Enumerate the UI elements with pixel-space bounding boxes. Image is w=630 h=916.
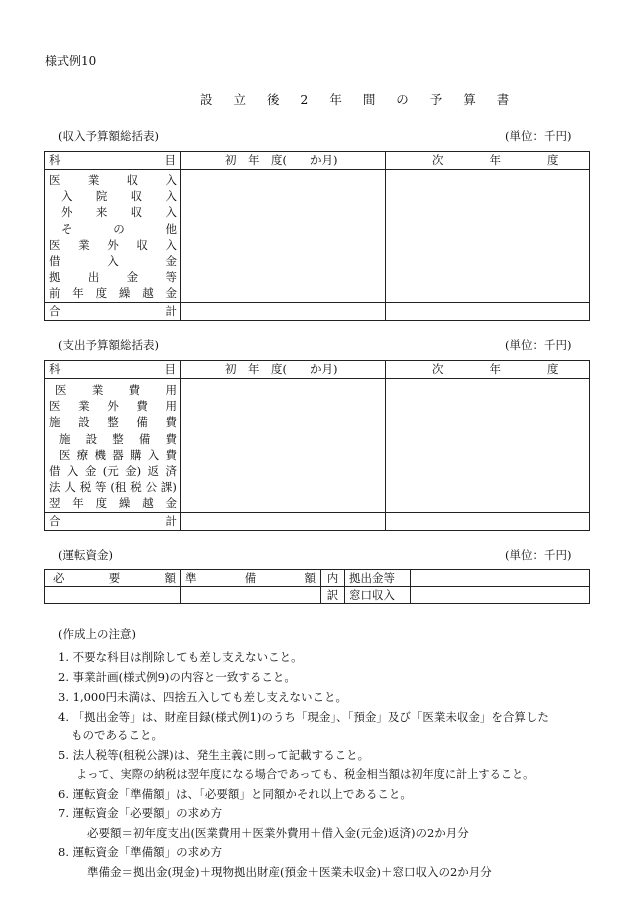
reserve-amount-cell[interactable] [181,587,321,604]
expense-col-item-a: 科 [49,362,61,376]
working-capital-unit-label: (単位：千円) [505,548,572,562]
expense-item: 翌 年 度 繰 越 金 [49,496,177,511]
expense-col-first-year: 初 年 度( か月) [225,362,338,376]
expense-item: 法 人 税 等 (租 税 公 課) [49,480,177,495]
contribution-label: 拠出金等 [349,571,395,585]
required-amount-cell[interactable] [45,587,181,604]
expense-item: 医 療 機 器 購 入 費 [59,447,177,462]
reserve-label-a: 準 [185,571,197,585]
working-capital-row-1 [45,570,590,587]
expense-col-item-b: 目 [164,362,176,376]
notes-heading: (作成上の注意) [58,627,136,641]
income-item: 入 院 収 入 [61,189,177,204]
income-col-item-a: 科 [49,153,61,167]
income-item: 医 業 収 入 [49,173,177,187]
window-income-label: 窓口収入 [349,588,395,602]
working-capital-table [44,569,590,604]
income-item: 医 業 外 収 入 [49,237,177,252]
required-label-b: 要 [108,571,121,585]
income-item: 借 入 金 [49,253,177,268]
income-col-next-year: 次 年 度 [432,153,559,167]
note-line: 3. 1,000円未満は、四捨五入しても差し支えないこと。 [58,690,348,704]
note-line: 8. 運転資金「準備額」の求め方 [58,845,223,859]
expense-total-b: 計 [165,513,177,528]
expense-item: 施 設 整 備 費 [49,415,177,430]
expense-item: 施 設 整 備 費 [59,431,177,446]
income-total-first-year-cell[interactable] [181,302,386,320]
expense-total-first-year-cell[interactable] [181,512,386,530]
breakdown-label-b: 訳 [326,588,339,602]
note-line: 6. 運転資金「準備額」は、「必要額」と同額かそれ以上であること。 [58,787,412,801]
income-table [44,151,590,321]
income-item: 前 年 度 繰 越 金 [49,286,177,301]
income-body-row [45,170,590,303]
expense-col-next-year: 次 年 度 [432,362,559,376]
income-heading: (収入予算額総括表) [58,129,159,143]
income-total-next-year-cell[interactable] [386,302,590,320]
note-line: 1. 不要な科目は削除しても差し支えないこと。 [58,650,303,664]
expense-total-a: 合 [49,513,61,528]
note-line: 5. 法人税等(租税公課)は、発生主義に則って記載すること。 [58,748,370,762]
expense-body-row [45,379,590,513]
required-label-a: 必 [53,571,65,585]
reserve-label-c: 額 [304,571,316,585]
income-total-a: 合 [49,303,61,318]
income-col-item-b: 目 [164,153,176,167]
working-capital-row-2 [45,587,590,604]
income-unit-label: (単位：千円) [505,129,572,143]
income-item: そ の 他 [61,221,177,236]
document-title: 設 立 後 2 年 間 の 予 算 書 [200,92,518,107]
expense-item: 医 業 費 用 [55,383,177,397]
expense-unit-label: (単位：千円) [505,338,572,352]
required-label-c: 額 [164,571,176,585]
income-col-first-year: 初 年 度( か月) [225,153,338,167]
expense-heading: (支出予算額総括表) [58,338,159,352]
income-first-year-cell[interactable] [181,170,386,303]
income-item: 拠 出 金 等 [49,270,177,285]
expense-item: 医 業 外 費 用 [49,399,177,414]
expense-table [44,360,590,531]
income-total-row [45,302,590,320]
note-line: 準備金＝拠出金(現金)＋現物拠出財産(預金＋医業未収金)＋窓口収入の2か月分 [87,865,492,879]
expense-total-next-year-cell[interactable] [386,512,590,530]
income-total-b: 計 [165,303,177,318]
form-number: 様式例10 [45,54,97,68]
note-line: 4. 「拠出金等」は、財産目録(様式例1)のうち「現金」、「預金」及び「医業未収金」を合算した [58,710,549,724]
reserve-label-b: 備 [244,571,257,585]
note-line: 2. 事業計画(様式例9)の内容と一致すること。 [58,670,296,684]
breakdown-label-a: 内 [326,571,339,585]
window-income-value-cell[interactable] [411,587,590,604]
income-header-row [45,152,590,170]
expense-header-row [45,361,590,379]
note-line: 必要額＝初年度支出(医業費用＋医業外費用＋借入金(元金)返済)の2か月分 [87,826,469,840]
expense-item: 借 入 金 (元 金) 返 済 [49,463,177,478]
expense-next-year-cell[interactable] [386,379,590,513]
expense-first-year-cell[interactable] [181,379,386,513]
note-line: ものであること。 [71,728,163,742]
note-line: 7. 運転資金「必要額」の求め方 [58,806,223,820]
contribution-value-cell[interactable] [411,570,590,587]
working-capital-heading: (運転資金) [58,548,113,562]
expense-total-row [45,512,590,530]
income-item: 外 来 収 入 [61,205,177,220]
income-next-year-cell[interactable] [386,170,590,303]
note-line: よって、実際の納税は翌年度になる場合であっても、税金相当額は初年度に計上すること。 [76,768,535,781]
